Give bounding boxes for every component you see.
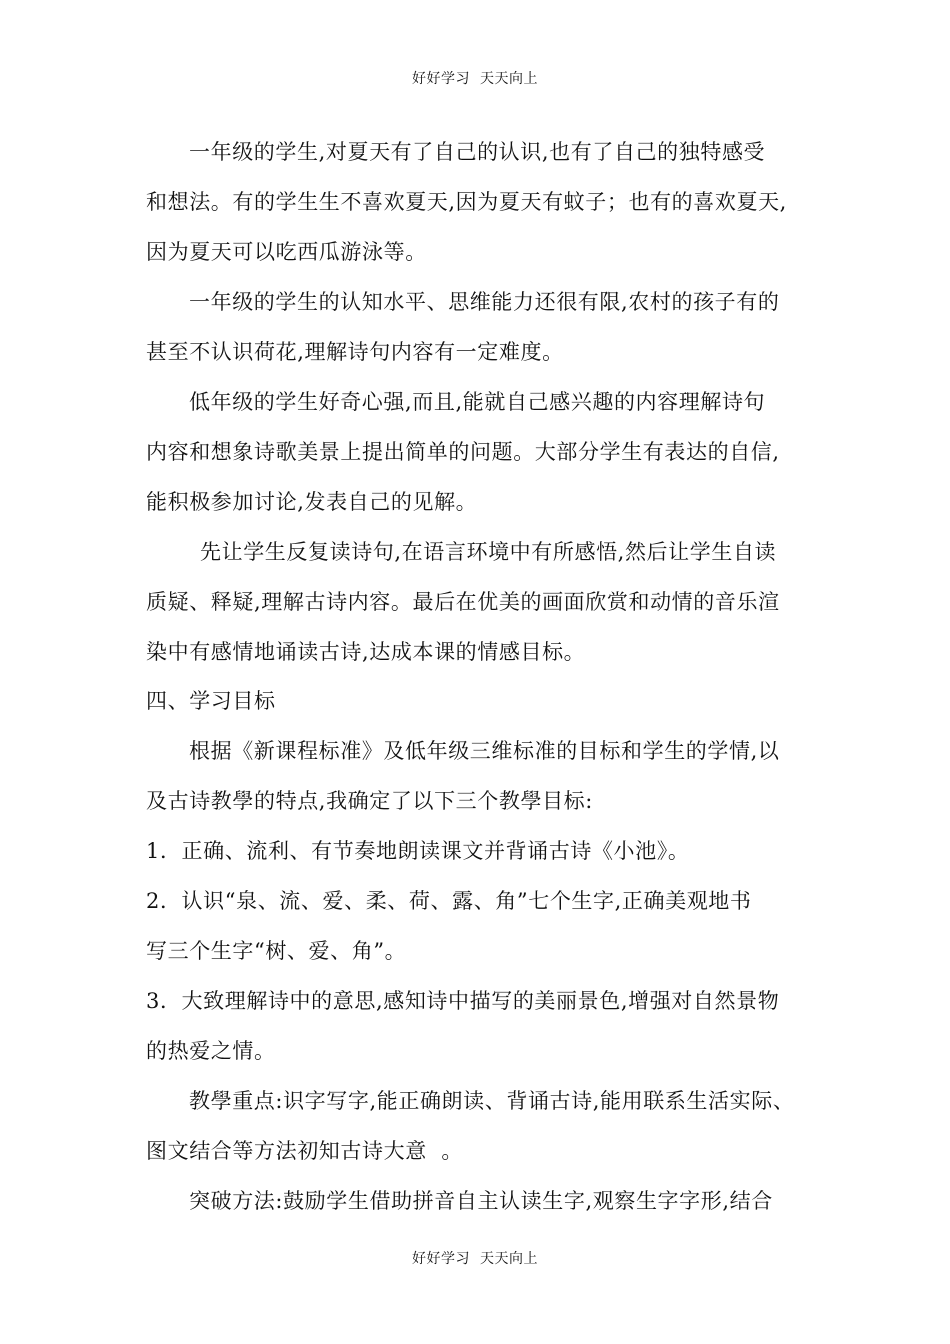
text-line: 内容和想象诗歌美景上提出简单的问题。大部分学生有表达的自信, [146, 440, 780, 464]
text-line: 质疑、释疑,理解古诗内容。最后在优美的画面欣赏和动情的音乐渲 [146, 590, 780, 614]
text-line: 一年级的学生,对夏天有了自己的认识,也有了自己的独特感受 [189, 140, 766, 164]
text-line: 根据《新课程标准》及低年级三维标准的目标和学生的学情,以 [189, 739, 780, 763]
text-line: 及古诗教學的特点,我确定了以下三个教學目标: [146, 789, 593, 813]
text-line: 写三个生字“树、爱、角”。 [146, 939, 407, 963]
text-line: 图文结合等方法初知古诗大意 。 [146, 1139, 463, 1163]
list-item: 2．认识“泉、流、爱、柔、荷、露、角”七个生字,正确美观地书 [146, 889, 752, 913]
text-line: 突破方法:鼓励学生借助拼音自主认读生字,观察生字字形,结合 [189, 1189, 773, 1213]
page-footer: 好好学习 天天向上 [412, 1251, 538, 1267]
list-item: 1．正确、流利、有节奏地朗读课文并背诵古诗《小池》。 [146, 839, 690, 863]
text-line: 因为夏天可以吃西瓜游泳等。 [146, 240, 427, 264]
section-heading: 四、学习目标 [146, 689, 276, 713]
text-line: 能积极参加讨论,发表自己的见解。 [146, 490, 478, 514]
text-line: 先让学生反复读诗句,在语言环境中有所感悟,然后让学生自读 [200, 540, 777, 564]
text-line: 的热爱之情。 [146, 1039, 276, 1063]
list-item: 3．大致理解诗中的意思,感知诗中描写的美丽景色,增强对自然景物 [146, 989, 780, 1013]
text-line: 教學重点:识字写字,能正确朗读、背诵古诗,能用联系生活实际、 [189, 1089, 795, 1113]
text-line: 染中有感情地诵读古诗,达成本课的情感目标。 [146, 640, 586, 664]
page-header: 好好学习 天天向上 [412, 71, 538, 87]
text-line: 一年级的学生的认知水平、思维能力还很有限,农村的孩子有的 [189, 290, 780, 314]
text-line: 甚至不认识荷花,理解诗句内容有一定难度。 [146, 340, 564, 364]
text-line: 和想法。有的学生生不喜欢夏天,因为夏天有蚊子；也有的喜欢夏天, [146, 190, 787, 214]
text-line: 低年级的学生好奇心强,而且,能就自己感兴趣的内容理解诗句 [189, 390, 766, 414]
